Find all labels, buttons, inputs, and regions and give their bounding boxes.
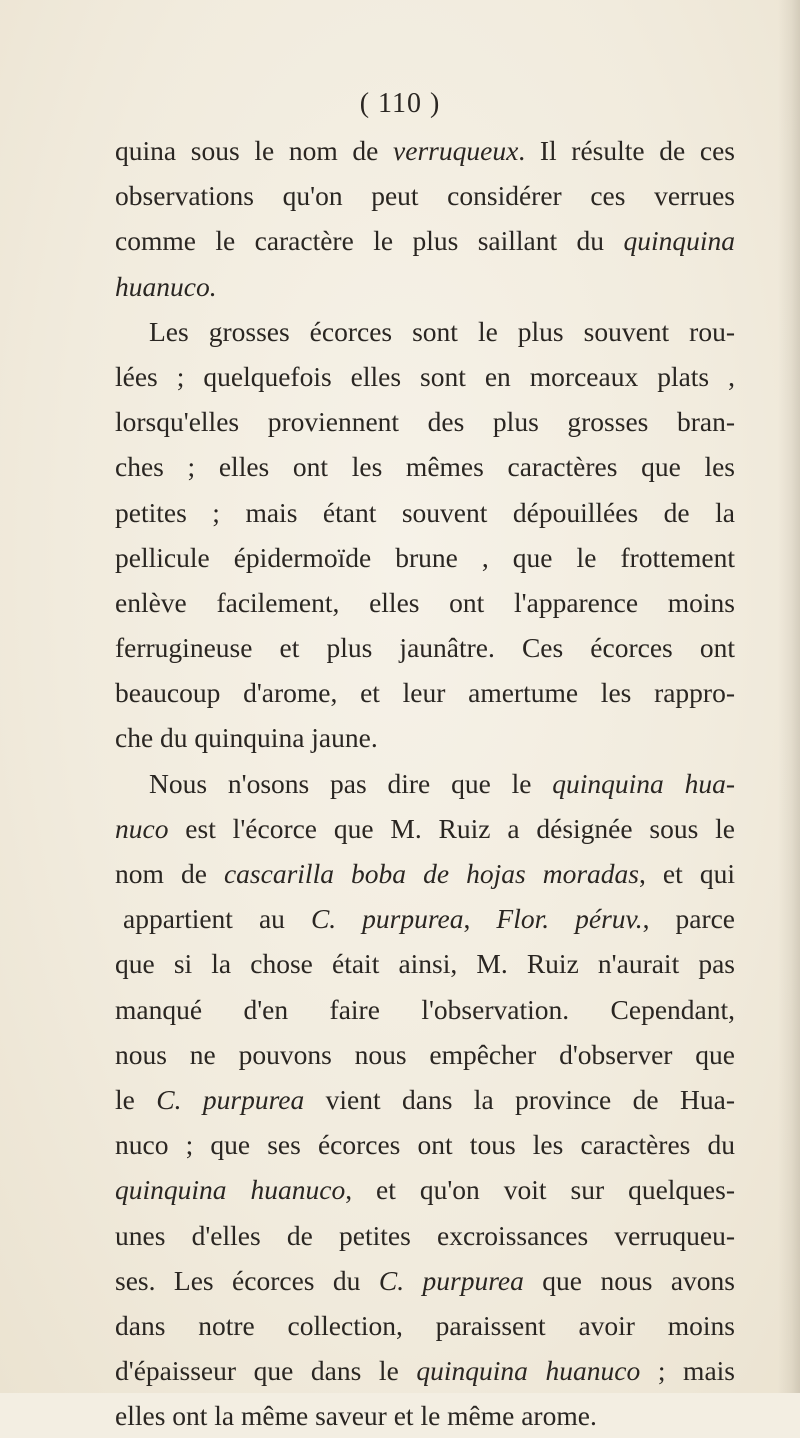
text-segment: beaucoup d'arome, et leur amertume les rappro-: [115, 677, 735, 709]
page-edge-shadow: [778, 0, 800, 1393]
text-segment: unes d'elles de petites excroissances verruqueu-: [115, 1219, 735, 1251]
italic-text: Flor. péruv.: [496, 903, 643, 935]
text-segment: comme le caractère le plus saillant du: [115, 225, 624, 257]
text-line: [115, 1122, 735, 1167]
text-segment: vient dans la province de Hua-: [304, 1083, 735, 1115]
text-segment: est l'écorce que M. Ruiz a désignée sous le: [168, 812, 735, 844]
text-line: [115, 1167, 735, 1212]
text-line: [115, 580, 735, 625]
italic-text: quinquina huanuco: [416, 1355, 641, 1387]
italic-text: cascarilla boba de hojas moradas: [223, 858, 639, 889]
italic-text: huanuco.: [115, 270, 217, 302]
body-text: [115, 128, 735, 1438]
text-segment: ,: [463, 903, 497, 935]
text-line: [115, 987, 735, 1032]
text-line: [115, 399, 735, 444]
text-line: [115, 761, 735, 806]
text-line: [115, 309, 735, 354]
text-segment: Les grosses écorces sont le plus souvent rou-: [149, 315, 735, 347]
text-segment: che du quinquina jaune.: [115, 722, 378, 754]
text-line: [115, 1348, 735, 1393]
text-segment: le: [115, 1083, 157, 1115]
text-segment: , et qui: [639, 858, 735, 889]
text-segment: petites ; mais étant souvent dépouillées de la: [115, 496, 735, 528]
text-segment: lées ; quelquefois elles sont en morceaux plats ,: [115, 360, 735, 392]
italic-text: quinquina: [623, 225, 735, 257]
text-line: [115, 128, 735, 173]
text-segment: Nous n'osons pas dire que le: [149, 767, 553, 799]
italic-text: quinquina huanuco: [115, 1174, 346, 1206]
text-segment: que nous avons: [523, 1264, 735, 1296]
italic-text: quinquina hua-: [552, 767, 735, 799]
text-line: [115, 1032, 735, 1077]
text-line: [115, 354, 735, 399]
text-line: [115, 941, 735, 986]
text-line: [115, 264, 735, 309]
text-line: [115, 444, 735, 489]
italic-text: C. purpurea: [378, 1264, 524, 1296]
text-segment: ; mais: [640, 1355, 735, 1387]
text-line: [115, 851, 735, 896]
text-segment: appartient au: [123, 903, 311, 935]
text-segment: d'épaisseur que dans le: [115, 1355, 417, 1387]
text-segment: pellicule épidermoïde brune , que le frottement: [115, 541, 735, 573]
text-segment: , et qu'on voit sur quelques-: [345, 1174, 735, 1206]
page-number: ( 110 ): [359, 88, 441, 119]
italic-text: C. purpurea: [156, 1083, 305, 1115]
text-line: [115, 625, 735, 670]
text-segment: que si la chose était ainsi, M. Ruiz n'aurait pas: [115, 948, 735, 980]
text-line: [115, 670, 735, 715]
text-segment: manqué d'en faire l'observation. Cependant,: [115, 993, 735, 1025]
text-line: [115, 1258, 735, 1303]
text-segment: nous ne pouvons nous empêcher d'observer que: [115, 1038, 735, 1070]
text-segment: quina sous le nom de: [115, 135, 394, 166]
italic-text: verruqueux: [393, 135, 519, 166]
text-segment: nom de: [115, 858, 224, 889]
text-line: [115, 218, 735, 263]
text-line: [115, 1077, 735, 1122]
text-segment: . Il résulte de ces: [518, 135, 735, 166]
text-segment: enlève facilement, elles ont l'apparence moins: [115, 586, 735, 618]
text-segment: , parce: [642, 903, 736, 935]
italic-text: nuco: [115, 812, 169, 844]
text-segment: observations qu'on peut considérer ces verrues: [115, 180, 735, 212]
text-line: [115, 896, 735, 941]
text-line: [115, 1213, 735, 1258]
text-line: [115, 1303, 735, 1348]
text-line: [115, 173, 735, 218]
text-segment: elles ont la même saveur et le même arome.: [115, 1400, 597, 1432]
text-segment: dans notre collection, paraissent avoir moins: [115, 1309, 735, 1341]
text-line: [115, 806, 735, 851]
text-segment: ferrugineuse et plus jaunâtre. Ces écorces ont: [115, 632, 735, 664]
text-segment: ches ; elles ont les mêmes caractères que les: [115, 451, 735, 483]
text-line: [115, 490, 735, 535]
text-segment: lorsqu'elles proviennent des plus grosses bran-: [115, 406, 735, 438]
text-segment: nuco ; que ses écorces ont tous les caractères du: [115, 1129, 735, 1161]
italic-text: C. purpurea: [310, 903, 464, 935]
text-line: [115, 1393, 735, 1438]
text-line: [115, 535, 735, 580]
text-line: [115, 715, 735, 760]
text-segment: ses. Les écorces du: [115, 1264, 379, 1296]
